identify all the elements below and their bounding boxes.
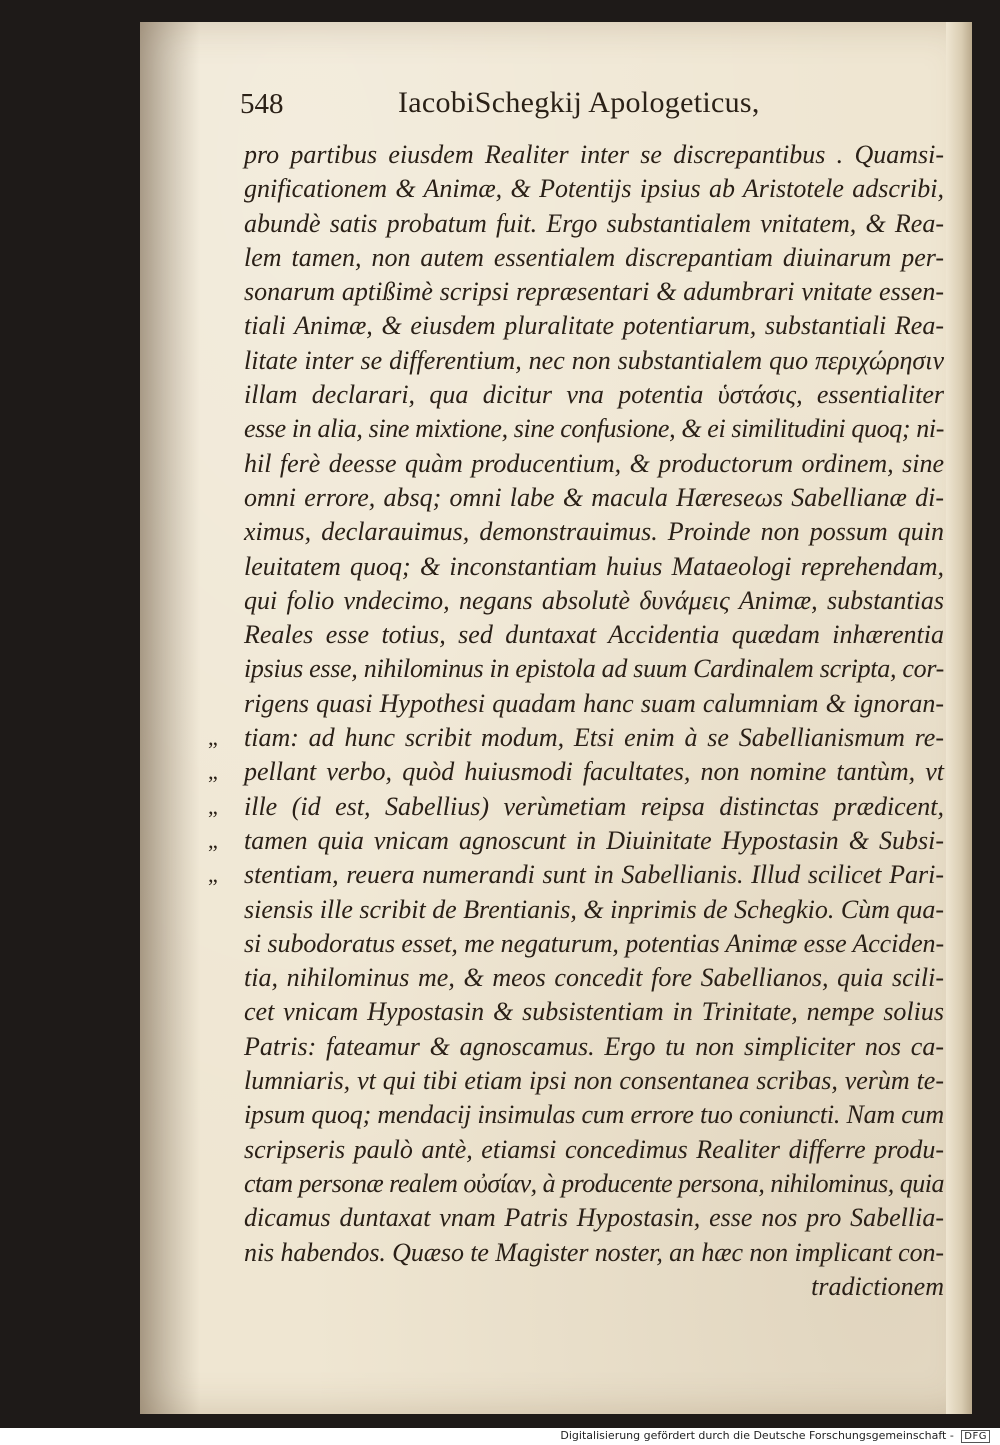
line-text: ipsum quoq; mendacij insimulas cum errore tuo coniuncti. Nam cum bbox=[244, 1100, 944, 1130]
text-line bbox=[244, 344, 944, 378]
line-text: sonarum aptißimè scripsi repræsentari & adumbrari vnitate essen- bbox=[244, 277, 944, 307]
text-line bbox=[244, 241, 944, 275]
text-line bbox=[244, 172, 944, 206]
line-text: Patris: fateamur & agnoscamus. Ergo tu non simpliciter nos ca- bbox=[244, 1031, 944, 1061]
line-text: ctam personæ realem οὐσίαν, à producente persona, nihilominus, quia bbox=[244, 1168, 944, 1198]
text-line bbox=[244, 961, 944, 995]
text-line bbox=[244, 1133, 944, 1167]
line-text: ille (id est, Sabellius) verùmetiam reipsa distinctas prædicent, bbox=[244, 791, 944, 821]
footer-credit: Digitalisierung gefördert durch die Deutsche Forschungsgemeinschaft - bbox=[560, 1429, 954, 1442]
text-line bbox=[244, 138, 944, 172]
line-text: stentiam, reuera numerandi sunt in Sabellianis. Illud scilicet Pari- bbox=[244, 860, 944, 890]
page-number: 548 bbox=[240, 88, 284, 120]
digitization-footer bbox=[0, 1428, 1000, 1445]
line-text: lem tamen, non autem essentialem discrepantiam diuinarum per- bbox=[244, 242, 944, 272]
line-text: pellant verbo, quòd huiusmodi facultates, non nomine tantùm, vt bbox=[244, 757, 944, 787]
line-text: tradictionem bbox=[811, 1271, 944, 1301]
text-line bbox=[244, 1270, 944, 1304]
running-head: IacobiSchegkij Apologeticus, bbox=[398, 86, 760, 119]
quote-mark: „ bbox=[208, 759, 218, 785]
text-line bbox=[244, 309, 944, 343]
line-text: tiali Animæ, & eiusdem pluralitate potentiarum, substantiali Rea- bbox=[244, 311, 944, 341]
text-line bbox=[244, 1201, 944, 1235]
text-line bbox=[208, 790, 944, 824]
text-line bbox=[244, 927, 944, 961]
line-text: ximus, declarauimus, demonstrauimus. Proinde non possum quin bbox=[244, 517, 944, 547]
text-line bbox=[244, 412, 944, 446]
book-page bbox=[140, 22, 972, 1414]
text-line bbox=[244, 1030, 944, 1064]
line-text: rigens quasi Hypothesi quadam hanc suam calumniam & ignoran- bbox=[244, 688, 944, 718]
text-line bbox=[244, 652, 944, 686]
line-text: lumniaris, vt qui tibi etiam ipsi non consentanea scribas, verùm te- bbox=[244, 1066, 944, 1096]
text-line bbox=[244, 550, 944, 584]
quote-mark: „ bbox=[208, 827, 218, 853]
line-text: cet vnicam Hypostasin & subsistentiam in Trinitate, nempe solius bbox=[244, 997, 944, 1027]
text-line bbox=[244, 207, 944, 241]
line-text: esse in alia, sine mixtione, sine confusione, & ei similitudini quoq; ni- bbox=[244, 414, 944, 444]
quote-mark: „ bbox=[208, 862, 218, 888]
line-text: leuitatem quoq; & inconstantiam huius Mataeologi reprehendam, bbox=[244, 551, 944, 581]
text-line bbox=[244, 893, 944, 927]
text-line bbox=[244, 515, 944, 549]
line-text: pro partibus eiusdem Realiter inter se discrepantibus . Quamsi- bbox=[244, 140, 944, 169]
line-text: tia, nihilominus me, & meos concedit fore Sabellianos, quia scili- bbox=[244, 963, 944, 993]
line-text: siensis ille scribit de Brentianis, & inprimis de Schegkio. Cùm qua- bbox=[244, 894, 944, 924]
text-line bbox=[208, 721, 944, 755]
line-text: tamen quia vnicam agnoscunt in Diuinitate Hypostasin & Subsi- bbox=[244, 825, 944, 855]
page-edge bbox=[946, 22, 972, 1414]
text-line bbox=[244, 1064, 944, 1098]
line-text: abundè satis probatum fuit. Ergo substantialem vnitatem, & Rea- bbox=[244, 208, 944, 238]
text-line bbox=[244, 584, 944, 618]
line-text: si subodoratus esset, me negaturum, potentias Animæ esse Acciden- bbox=[244, 928, 944, 958]
line-text: nis habendos. Quæso te Magister noster, an hæc non implicant con- bbox=[244, 1237, 944, 1267]
text-line bbox=[208, 824, 944, 858]
text-line bbox=[244, 447, 944, 481]
line-text: Reales esse totius, sed duntaxat Accidentia quædam inhærentia bbox=[244, 620, 944, 650]
text-line bbox=[244, 618, 944, 652]
text-line bbox=[244, 275, 944, 309]
text-line bbox=[208, 858, 944, 892]
line-text: ipsius esse, nihilominus in epistola ad suum Cardinalem scripta, cor- bbox=[244, 654, 944, 684]
line-text: tiam: ad hunc scribit modum, Etsi enim à se Sabellianismum re- bbox=[244, 723, 944, 753]
line-text: illam declarari, qua dicitur vna potentia ὑστάσις, essentialiter bbox=[244, 380, 944, 410]
footer-text bbox=[560, 1429, 990, 1443]
text-line bbox=[244, 1167, 944, 1201]
text-line bbox=[244, 995, 944, 1029]
quote-mark: „ bbox=[208, 793, 218, 819]
text-line bbox=[244, 378, 944, 412]
text-line bbox=[244, 687, 944, 721]
line-text: litate inter se differentium, nec non substantialem quo περιχώρησιν bbox=[244, 345, 944, 375]
line-text: hil ferè deesse quàm producentium, & productorum ordinem, sine bbox=[244, 448, 944, 478]
text-line bbox=[244, 481, 944, 515]
text-line bbox=[244, 1236, 944, 1270]
page-gutter-shadow bbox=[140, 22, 200, 1414]
dfg-logo: DFG bbox=[961, 1430, 990, 1443]
line-text: scripseris paulò antè, etiamsi concedimus Realiter differre produ- bbox=[244, 1134, 944, 1164]
text-line bbox=[208, 755, 944, 789]
text-line bbox=[244, 1098, 944, 1132]
quote-mark: „ bbox=[208, 725, 218, 751]
line-text: gnificationem & Animæ, & Potentijs ipsius ab Aristotele adscribi, bbox=[244, 174, 944, 204]
line-text: dicamus duntaxat vnam Patris Hypostasin, esse nos pro Sabellia- bbox=[244, 1203, 944, 1233]
line-text: omni errore, absq; omni labe & macula Hæreseωs Sabellianæ di- bbox=[244, 482, 944, 512]
page-header bbox=[240, 84, 920, 128]
line-text: qui folio vndecimo, negans absolutè δυνάμεις Animæ, substantias bbox=[244, 585, 944, 615]
body-text bbox=[208, 138, 944, 1304]
